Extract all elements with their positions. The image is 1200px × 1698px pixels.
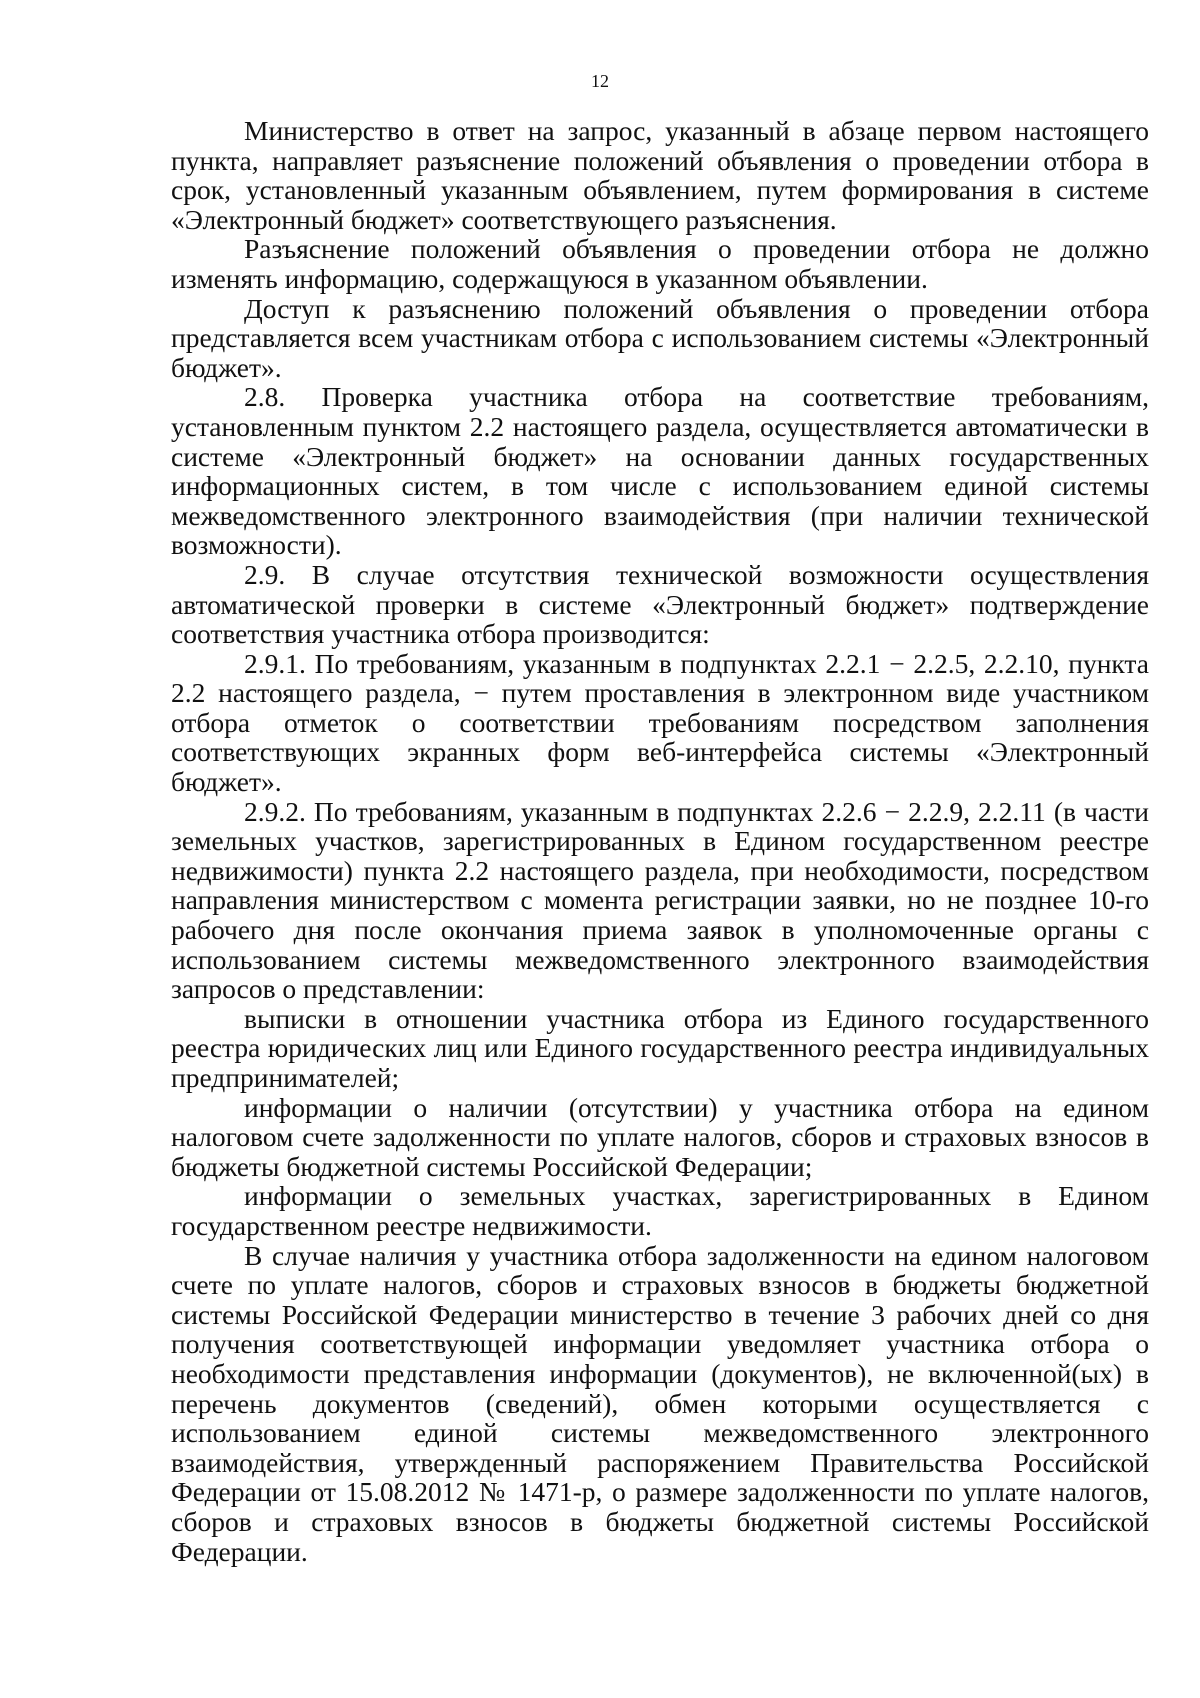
paragraph-clarification-response: Министерство в ответ на запрос, указанный в абзаце первом настоящего пункта, направляет разъяснение положений объявления о проведении отбора в срок, установленный указанным объявлением, путем формирования в системе «Электронный бюджет» соответствующего разъяснения. (171, 115, 1149, 235)
paragraph-debt-notification: В случае наличия у участника отбора задолженности на едином налоговом счете по уплате налогов, сборов и страховых взносов в бюджеты бюджетной системы Российской Федерации министерство в течение 3 рабочих дней со дня получения соответствующей информации уведомляет участника отбора о необходимости представления информации (документов), не включенной(ых) в перечень документов (сведений), обмен которыми осуществляется с использованием единой системы межведомственного электронного взаимодействия, утвержденный распоряжением Правительства Российской Федерации от 15.08.2012 № 1471-р, о размере задолженности по уплате налогов, сборов и страховых взносов в бюджеты бюджетной системы Российской Федерации. (171, 1239, 1149, 1567)
paragraph-2-9-2: 2.9.2. По требованиям, указанным в подпунктах 2.2.6 − 2.2.9, 2.2.11 (в части земельных участков, зарегистрированных в Едином государственном реестре недвижимости) пункта 2.2 настоящего раздела, при необходимости, посредством направления министерством с момента регистрации заявки, но не позднее 10-го рабочего дня после окончания приема заявок в уполномоченные органы с использованием системы межведомственного электронного взаимодействия запросов о представлении: (171, 795, 1149, 1005)
paragraph-2-9: 2.9. В случае отсутствия технической возможности осуществления автоматической проверки в системе «Электронный бюджет» подтверждение соответствия участника отбора производится: (171, 558, 1149, 650)
page-number: 12 (591, 71, 609, 91)
paragraph-land-info: информации о земельных участках, зарегистрированных в Едином государственном реестре недвижимости. (171, 1180, 1149, 1241)
paragraph-2-9-1: 2.9.1. По требованиям, указанным в подпунктах 2.2.1 − 2.2.5, 2.2.10, пункта 2.2 настоящего раздела, − путем проставления в электронном виде участником отбора отметок о соответствии требованиям посредством заполнения соответствующих экранных форм веб-интерфейса системы «Электронный бюджет». (171, 647, 1149, 798)
paragraph-2-8: 2.8. Проверка участника отбора на соответствие требованиям, установленным пунктом 2.2 настоящего раздела, осуществляется автоматически в системе «Электронный бюджет» на основании данных государственных информационных систем, в том числе с использованием единой системы межведомственного электронного взаимодействия (при наличии технической возможности). (171, 381, 1149, 561)
paragraph-registry-extract: выписки в отношении участника отбора из Единого государственного реестра юридических лиц или Единого государственного реестра индивидуальных предпринимателей; (171, 1002, 1149, 1093)
paragraph-tax-debt-info: информации о наличии (отсутствии) у участника отбора на едином налоговом счете задолженности по уплате налогов, сборов и страховых взносов в бюджеты бюджетной системы Российской Федерации; (171, 1091, 1149, 1182)
document-body (171, 116, 1149, 1566)
paragraph-clarification-limits: Разъяснение положений объявления о проведении отбора не должно изменять информацию, содержащуюся в указанном объявлении. (171, 233, 1149, 294)
paragraph-clarification-access: Доступ к разъяснению положений объявления о проведении отбора представляется всем участникам отбора с использованием системы «Электронный бюджет». (171, 292, 1149, 383)
